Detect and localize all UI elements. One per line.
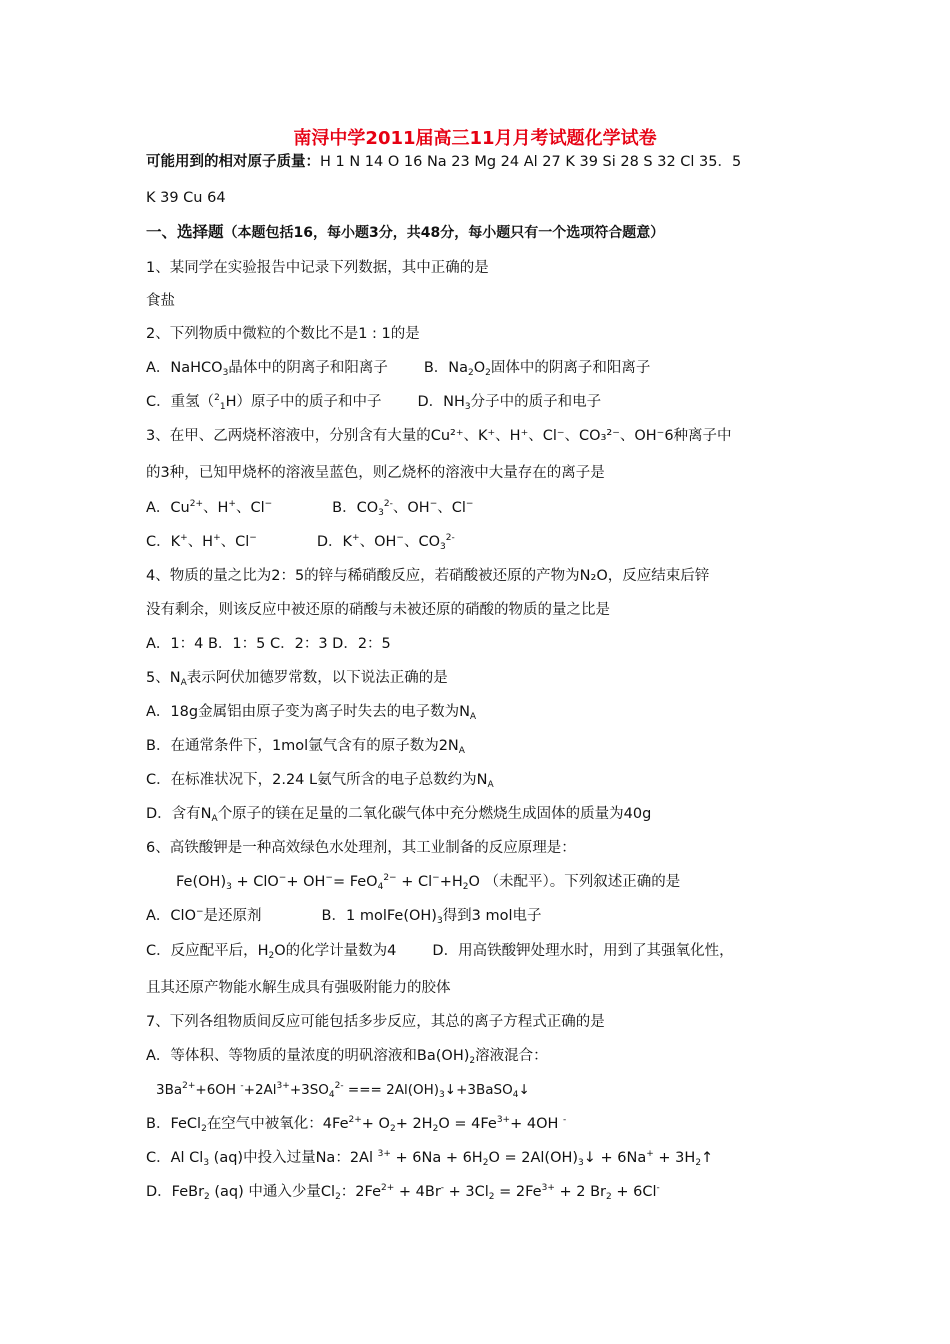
question-6-tail: （未配平）。下列叙述正确的是 [484, 874, 681, 890]
question-3-line-2: 的3种，已知甲烧杯的溶液呈蓝色，则乙烧杯的溶液中大量存在的离子是 [146, 465, 605, 481]
question-1-line-2: 食盐 [146, 293, 175, 309]
question-5-option-d: D．含有$N_A$个原子的镁在足量的二氧化碳气体中充分燃烧生成固体的质量为40g [146, 806, 652, 824]
question-2-options-ab: A．NaHCO$_3$晶体中的阴离子和阳离子 B．$Na_2O_2$固体中的阴离子和阳离子 [146, 360, 651, 378]
section-heading [146, 222, 664, 243]
question-5: 5、$N_A$表示阿伏加德罗常数，以下说法正确的是 [146, 670, 448, 688]
question-3: 3、在甲、乙两烧杯溶液中，分别含有大量的Cu²⁺、K⁺、H⁺、Cl⁻、CO₃²⁻、OH⁻6种离子中 [146, 428, 732, 444]
question-7: 7、下列各组物质间反应可能包括多步反应，其总的离子方程式正确的是 [146, 1014, 605, 1030]
question-6: 6、高铁酸钾是一种高效绿色水处理剂，其工业制备的反应原理是： [146, 840, 576, 856]
question-4-line-2: 没有剩余，则该反应中被还原的硝酸与未被还原的硝酸的物质的量之比是 [146, 602, 610, 618]
question-7-option-a-equation: $3Ba^{2+}+6OH$ $^-+2Al^{3+}+3SO_4^{2-}$ === $2Al(OH)_3↓+3BaSO_4↓$ [156, 1081, 530, 1100]
question-6-options-ab: A．ClO−是还原剂 B．1 $molFe(OH)_3$得到3 mol电子 [146, 907, 542, 926]
question-3-options-ab: A．$Cu^{2+}$、H+、Cl− B．$CO_3^{2-}$、OH−、Cl− [146, 499, 474, 518]
question-6-option-d-line-2: 且其还原产物能水解生成具有强吸附能力的胶体 [146, 980, 451, 996]
question-4: 4、物质的量之比为2：5的锌与稀硝酸反应，若硝酸被还原的产物为N₂O，反应结束后锌 [146, 568, 710, 584]
question-2: 2、下列物质中微粒的个数比不是1 : 1的是 [146, 326, 420, 342]
section-note: （本题包括16，每小题3分，共48分，每小题只有一个选项符合题意） [223, 225, 665, 241]
question-3-options-cd: C．K+、H+、Cl− D．K+、OH−、$CO_3^{2-}$ [146, 533, 455, 552]
question-7-option-a: A．等体积、等物质的量浓度的明矾溶液和$Ba(OH)_2$溶液混合： [146, 1048, 548, 1066]
question-6-options-cd: C．反应配平后，$H_2O$的化学计量数为4 D．用高铁酸钾处理水时，用到了其强氧化性， [146, 943, 734, 961]
atomic-mass-values: H 1 N 14 O 16 Na 23 Mg 24 Al 27 K 39 Si 28 S 32 Cl 35．5 [320, 154, 742, 170]
question-4-options: A．1：4 B．1：5 C．2：3 D．2：5 [146, 636, 391, 652]
question-5-option-c: C．在标准状况下，2.24 L氨气所含的电子总数约为$N_A$ [146, 772, 494, 790]
question-7-option-b: B．FeCl$_2$在空气中被氧化：$4Fe^{2+}+ O_2+ 2H_2O = 4Fe^{3+}+ 4OH$ - [146, 1115, 567, 1134]
section-title: 一、选择题 [146, 223, 224, 241]
question-7-option-c: C．Al $Cl_3$ (aq)中投入过量Na：2Al $^{3+} + 6Na + 6H_2O$ = $2Al(OH)_3↓ + 6Na^+$ + $3H_2↑$ [146, 1149, 714, 1168]
atomic-mass-label: 可能用到的相对原子质量： [146, 154, 320, 170]
atomic-mass-line-1 [146, 152, 741, 172]
question-1: 1、某同学在实验报告中记录下列数据，其中正确的是 [146, 260, 489, 276]
question-7-option-d: D．FeBr$_2$ (aq) 中通入少量$Cl_2$：$2Fe^{2+} + 4Br^- + 3Cl_2 = 2Fe^{3+} + 2$ $Br_2 + 6Cl^-$ [146, 1183, 660, 1202]
question-5-option-b: B．在通常条件下，1mol氩气含有的原子数为$2N_A$ [146, 738, 465, 756]
question-6-equation: $Fe(OH)_3 + ClO^-+ OH^-= FeO_4^{2-} + Cl^-+H_2O$ （未配平）。下列叙述正确的是 [176, 873, 681, 892]
question-5-option-a: A．18g金属铝由原子变为离子时失去的电子数为$N_A$ [146, 704, 477, 722]
atomic-mass-line-2: K 39 Cu 64 [146, 190, 226, 206]
exam-title: 南浔中学2011届高三11月月考试题化学试卷 [293, 128, 657, 149]
question-2-options-cd: C．重氢（$^2_1$H）原子中的质子和中子 D．$NH_3$分子中的质子和电子 [146, 393, 602, 412]
